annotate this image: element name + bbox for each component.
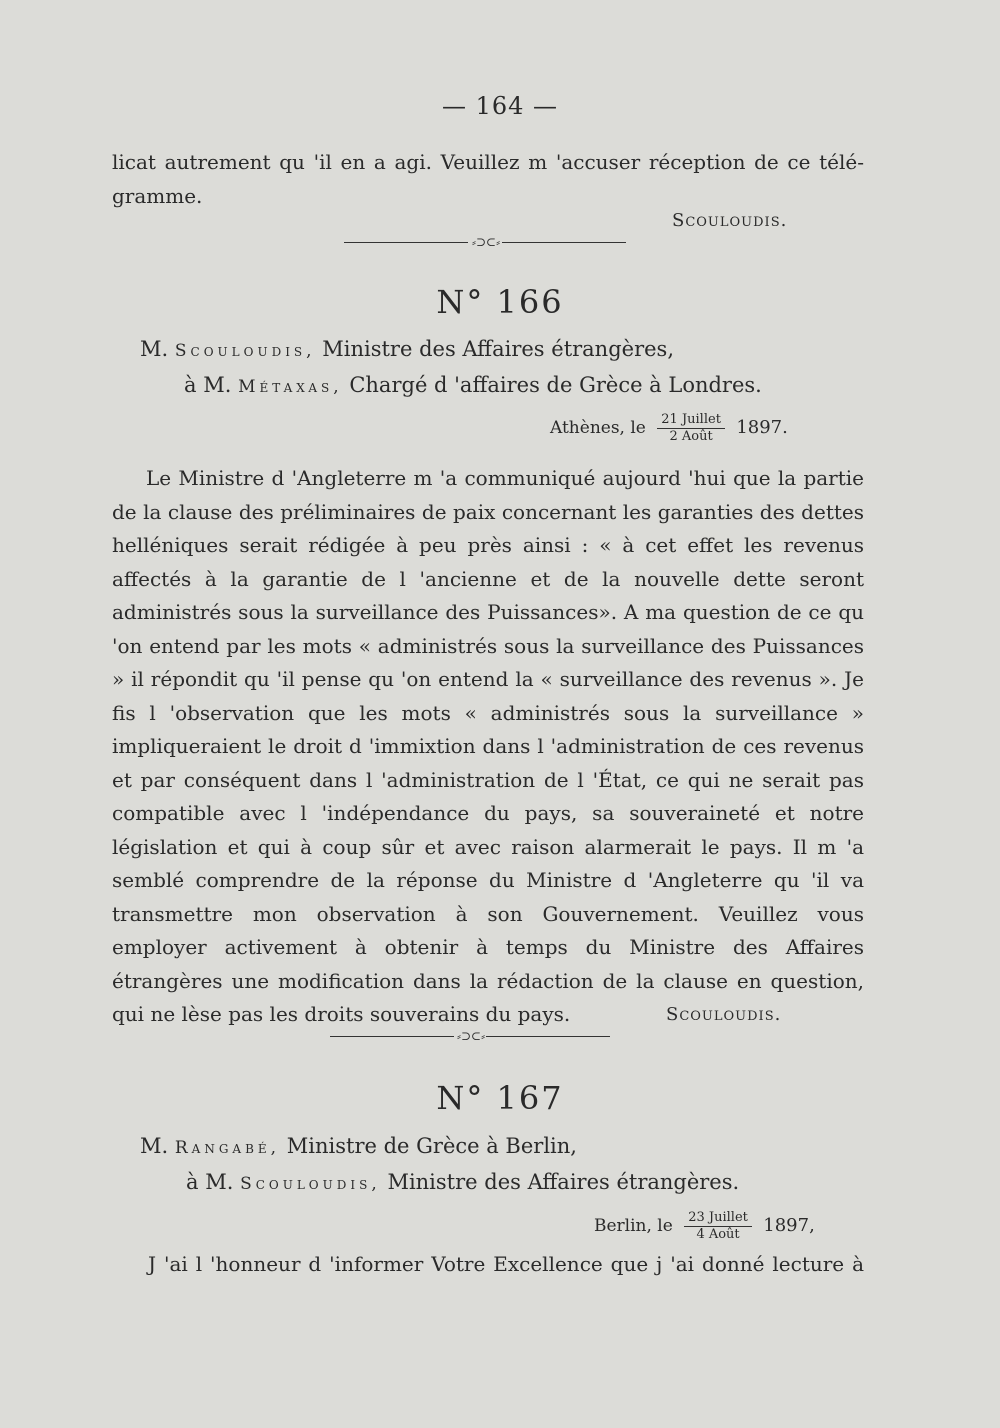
doc167-sender-title: Ministre de Grèce à Berlin, — [286, 1134, 577, 1158]
doc166-recipient-prefix: à M. — [184, 373, 232, 397]
prev-signature: Scouloudis. — [672, 210, 788, 231]
doc167-sender-prefix: M. — [140, 1134, 169, 1158]
doc166-signature: Scouloudis. — [666, 1004, 782, 1025]
doc167-sender — [140, 1134, 577, 1158]
doc167-recipient — [186, 1170, 739, 1194]
separator-1 — [344, 235, 626, 249]
doc167-date-top: 23 Juillet — [684, 1210, 752, 1227]
doc167-sender-name: Rangabé, — [174, 1138, 281, 1158]
doc166-body: Le Ministre d 'Angleterre m 'a communiqué aujourd 'hui que la partie de la clause des préliminaires de paix concernant les garanties des dettes helléniques serait rédigée à peu près ainsi : « à cet effet les revenus affectés à la garantie de l 'ancienne et de la nouvelle dette seront administrés sous la surveillance des Puissances». A ma question de ce qu 'on entend par les mots « administrés sous la surveillance des Puissances » il répondit qu 'il pense qu 'on entend la « surveillance des revenus ». Je fis l 'observation que les mots « administrés sous la surveillance » impliqueraient le droit d 'immixtion dans l 'administration de ces revenus et par conséquent dans l 'administration de l 'État, ce qui ne serait pas compatible avec l 'indépendance du pays, sa souveraineté et notre législation et qui à coup sûr et avec raison alarmerait le pays. Il m 'a semblé comprendre de la réponse du Ministre d 'Angleterre qu 'il va transmettre mon observation à son Gouvernement. Veuillez vous employer activement à obtenir à temps du Ministre des Affaires étrangères une modification dans la rédaction de la clause en question, qui ne lèse pas les droits souverains du pays. — [112, 466, 864, 1026]
doc167-recipient-title: Ministre des Affaires étrangères. — [387, 1170, 740, 1194]
doc166-recipient-title: Chargé d 'affaires de Grèce à Londres. — [349, 373, 762, 397]
doc167-recipient-prefix: à M. — [186, 1170, 234, 1194]
doc167-dateline — [594, 1210, 815, 1243]
doc167-date-fraction — [684, 1210, 752, 1243]
doc166-recipient-name: Métaxas, — [238, 377, 343, 397]
separator-ornament-icon: ⸗⊃⊂⸗ — [457, 1029, 486, 1043]
prev-line-2: gramme. — [112, 184, 203, 208]
doc166-year: 1897. — [736, 417, 788, 438]
doc166-date-bottom: 2 Août — [669, 429, 713, 444]
doc166-date-fraction — [657, 412, 725, 445]
doc167-recipient-name: Scouloudis, — [240, 1174, 381, 1194]
doc167-date-bottom: 4 Août — [696, 1227, 740, 1242]
doc167-body: J 'ai l 'honneur d 'informer Votre Excellence que j 'ai donné lecture à — [148, 1252, 864, 1276]
doc166-dateline — [550, 412, 788, 445]
doc166-recipient — [184, 373, 762, 397]
prev-line-1: licat autrement qu 'il en a agi. Veuillez m 'accuser réception de ce télé- — [112, 150, 864, 174]
doc166-date-top: 21 Juillet — [657, 412, 725, 429]
separator-2 — [330, 1029, 610, 1043]
doc166-number: N° 166 — [436, 283, 564, 321]
separator-ornament-icon: ⸗⊃⊂⸗ — [472, 235, 501, 249]
doc166-sender-title: Ministre des Affaires étrangères, — [322, 337, 674, 361]
page-number: — 164 — — [441, 92, 559, 120]
doc166-sender-prefix: M. — [140, 337, 169, 361]
doc167-year: 1897, — [763, 1215, 815, 1236]
doc166-sender-name: Scouloudis, — [174, 341, 316, 361]
doc167-place: Berlin, le — [594, 1216, 673, 1236]
doc167-number: N° 167 — [436, 1079, 564, 1117]
doc166-sender — [140, 337, 674, 361]
doc166-place: Athènes, le — [550, 418, 646, 438]
